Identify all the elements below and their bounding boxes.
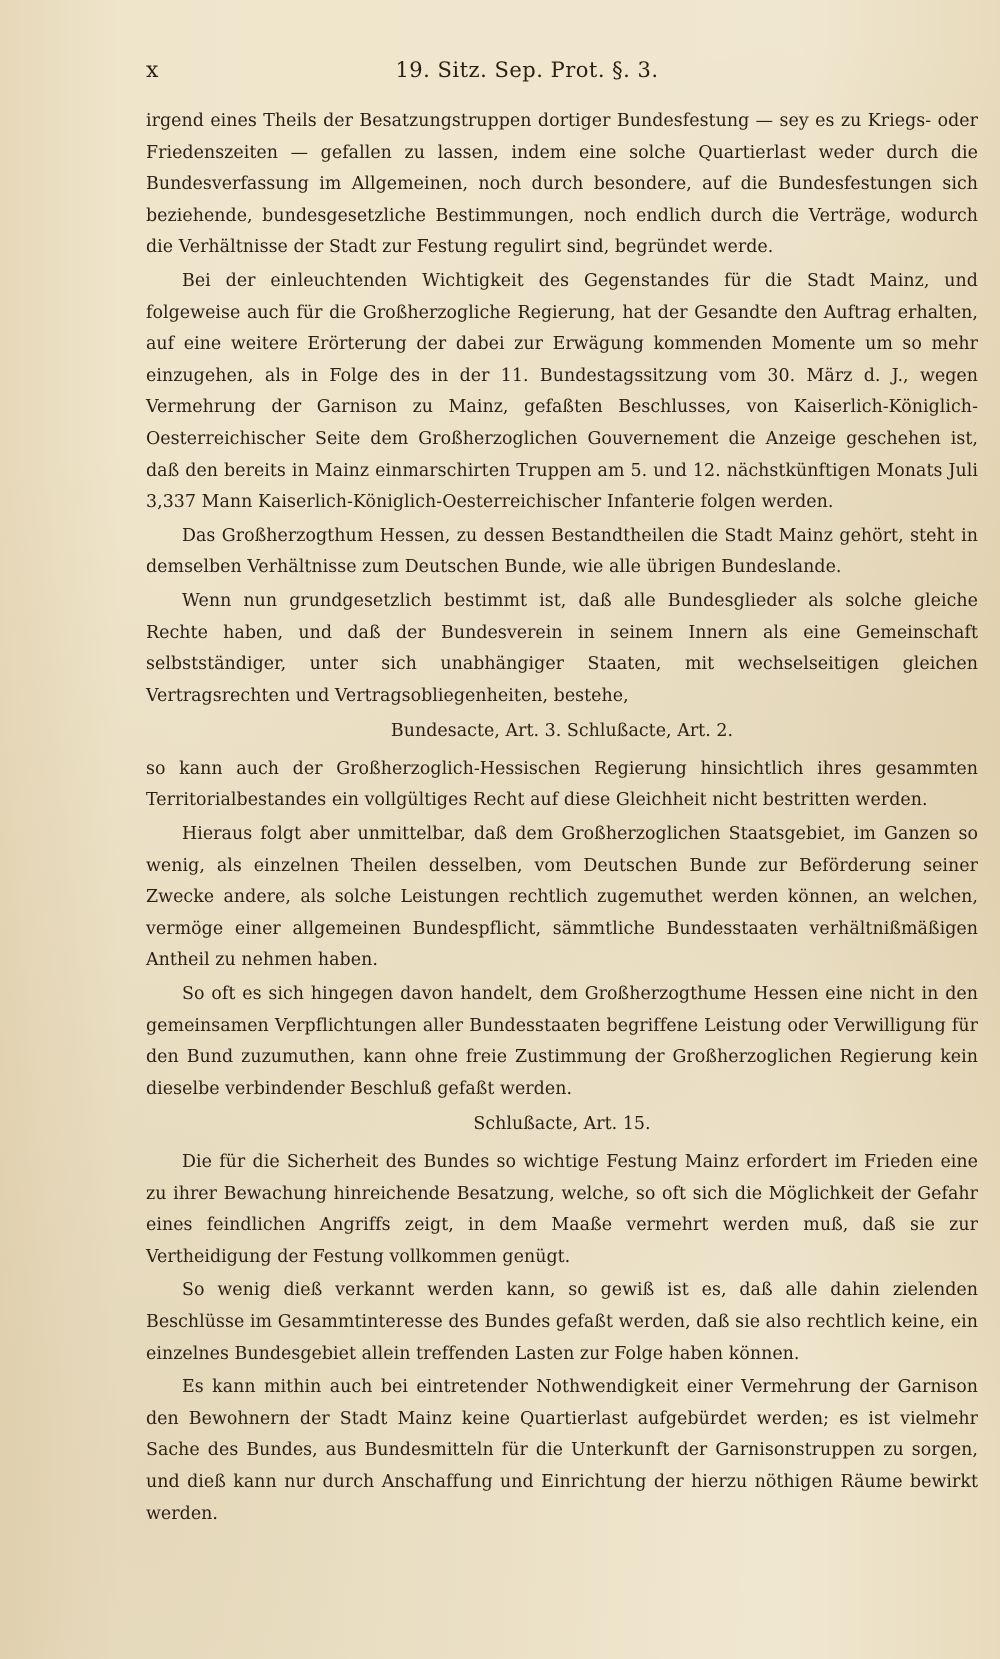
paragraph: Hieraus folgt aber unmittelbar, daß dem Großherzoglichen Staatsgebiet, im Ganzen so wenig, als einzelnen Theilen desselben, vom Deutschen Bunde zur Beförderung seiner Zwecke andere, als solche Leistungen rechtlich zugemuthet werden können, an welchen, vermöge einer allgemeinen Bundespflicht, sämmtliche Bundesstaaten verhältnißmäßigen Antheil zu nehmen haben. <box>146 824 978 971</box>
paragraph: so kann auch der Großherzoglich-Hessischen Regierung hinsichtlich ihres gesammten Territorialbestandes ein vollgültiges Recht auf diese Gleichheit nicht bestritten werden. <box>146 758 978 811</box>
paragraph-continuation: irgend eines Theils der Besatzungstruppen dortiger Bundesfestung — sey es zu Kriegs- oder Friedenszeiten — gefallen zu lassen, indem eine solche Quartierlast weder durch die Bundesverfassung im Allgemeinen, noch durch besondere, auf die Bundesfestungen sich beziehende, bundesgesetzliche Bestimmungen, noch endlich durch die Verträge, wodurch die Verhältnisse der Stadt zur Festung regulirt sind, begründet werde. <box>146 111 978 258</box>
paragraph: Das Großherzogthum Hessen, zu dessen Bestandtheilen die Stadt Mainz gehört, steht in demselben Verhältnisse zum Deutschen Bunde, wie alle übrigen Bundeslande. <box>146 525 978 578</box>
paragraph: So wenig dieß verkannt werden kann, so gewiß ist es, daß alle dahin zielenden Beschlüsse im Gesammtinteresse des Bundes gefaßt werden, daß sie also rechtlich keine, ein einzelnes Bundesgebiet allein treffenden Lasten zur Folge haben können. <box>146 1280 978 1364</box>
citation: Bundesacte, Art. 3. Schlußacte, Art. 2. <box>390 721 734 742</box>
page-number: x <box>146 58 159 83</box>
paragraph: Die für die Sicherheit des Bundes so wichtige Festung Mainz erfordert im Frieden eine zu ihrer Bewachung hinreichende Besatzung, welche, so oft sich die Möglichkeit der Gefahr eines feindlichen Angriffs zeigt, in dem Maaße vermehrt werden muß, daß sie zur Vertheidigung der Festung vollkommen genügt. <box>146 1152 978 1267</box>
paragraph: Wenn nun grundgesetzlich bestimmt ist, daß alle Bundesglieder als solche gleiche Rechte haben, und daß der Bundesverein in seinem Innern als eine Gemeinschaft selbstständiger, unter sich unabhängiger Staaten, mit wechselseitigen gleichen Vertragsrechten und Vertragsobliegenheiten, bestehe, <box>146 590 978 706</box>
paragraph: So oft es sich hingegen davon handelt, dem Großherzogthume Hessen eine nicht in den gemeinsamen Verpflichtungen aller Bundesstaaten begriffene Leistung oder Verwilligung für den Bund zuzumuthen, kann ohne freie Zustimmung der Großherzoglichen Regierung kein dieselbe verbindender Beschluß gefaßt werden. <box>146 984 978 1099</box>
running-head: 19. Sitz. Sep. Prot. §. 3. <box>395 58 659 82</box>
body-text <box>146 106 978 1530</box>
citation: Schlußacte, Art. 15. <box>473 1114 651 1135</box>
paragraph: Es kann mithin auch bei eintretender Nothwendigkeit einer Vermehrung der Garnison den Bewohnern der Stadt Mainz keine Quartierlast aufgebürdet werden; es ist vielmehr Sache des Bundes, aus Bundesmitteln für die Unterkunft der Garnisonstruppen zu sorgen, und dieß kann nur durch Anschaffung und Einrichtung der hierzu nöthigen Räume bewirkt werden. <box>146 1377 978 1524</box>
page-header <box>146 58 978 98</box>
paragraph: Bei der einleuchtenden Wichtigkeit des Gegenstandes für die Stadt Mainz, und folgeweise auch für die Großherzogliche Regierung, hat der Gesandte den Auftrag erhalten, auf eine weitere Erörterung der dabei zur Erwägung kommenden Momente um so mehr einzugehen, als in Folge des in der 11. Bundestagssitzung vom 30. März d. J., wegen Vermehrung der Garnison zu Mainz, gefaßten Beschlusses, von Kaiserlich-Königlich-Oesterreichischer Seite dem Großherzoglichen Gouvernement die Anzeige geschehen ist, daß den bereits in Mainz einmarschirten Truppen am 5. und 12. nächstkünftigen Monats Juli 3,337 Mann Kaiserlich-Königlich-Oesterreichischer Infanterie folgen werden. <box>146 270 978 513</box>
